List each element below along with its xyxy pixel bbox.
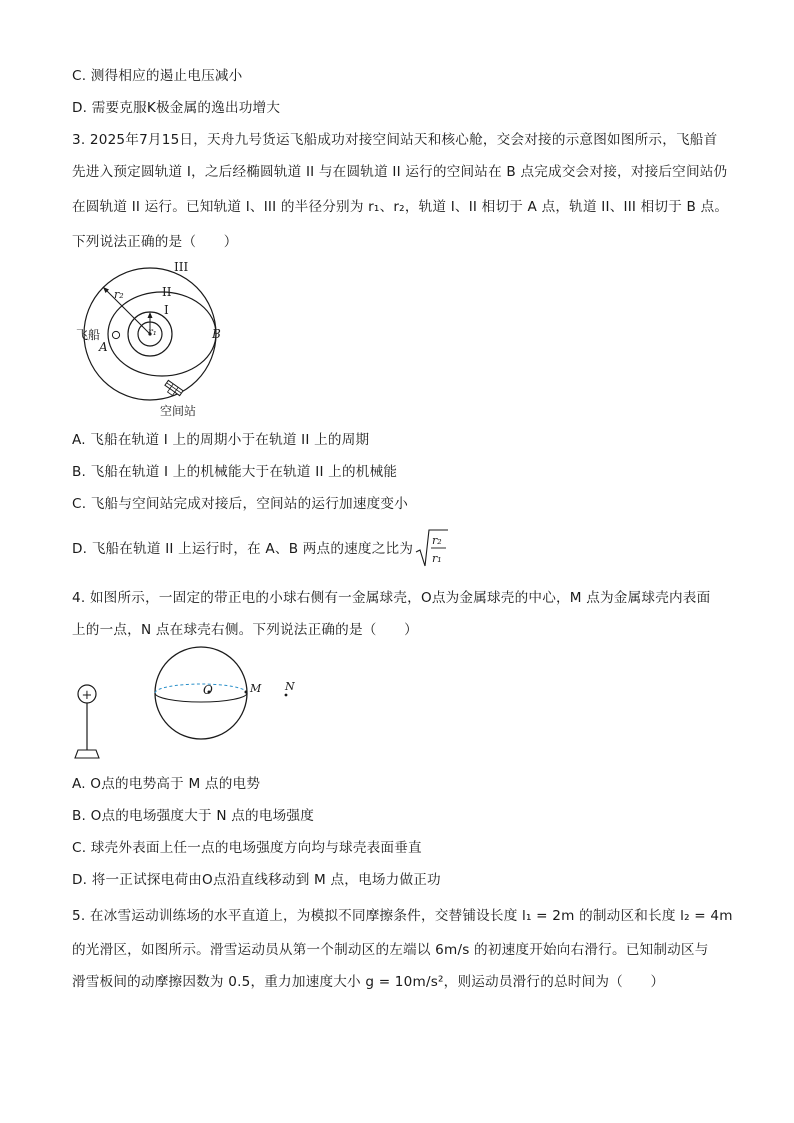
label-r2: r₂ <box>114 288 124 301</box>
label-O: O <box>203 683 213 697</box>
sqrt-numerator: r₂ <box>432 534 442 547</box>
q3-option-a: A. 飞船在轨道 I 上的周期小于在轨道 II 上的周期 <box>72 432 370 448</box>
label-station: 空间站 <box>160 404 197 418</box>
label-M: M <box>250 682 262 695</box>
q4-figure <box>70 646 310 766</box>
q2-option-d: D. 需要克服K极金属的逸出功增大 <box>72 100 281 116</box>
spacecraft-marker <box>112 331 119 338</box>
plus-sign: + <box>81 688 93 703</box>
point-M-dot <box>245 691 248 694</box>
q3-orbit-figure <box>70 258 240 420</box>
sqrt-denominator: r₁ <box>432 552 442 565</box>
equator-front <box>155 693 247 702</box>
q4-stem-line1: 4. 如图所示，一固定的带正电的小球右侧有一金属球壳，O点为金属球壳的中心，M 点为金属球壳内表面 <box>72 590 711 606</box>
q3-option-c: C. 飞船与空间站完成对接后，空间站的运行加速度变小 <box>72 496 408 512</box>
stand-base <box>75 750 99 758</box>
point-N-dot <box>285 694 288 697</box>
label-A: A <box>99 340 108 354</box>
label-orbit-3: III <box>174 260 189 274</box>
label-B: B <box>212 327 221 341</box>
q4-option-a: A. O点的电势高于 M 点的电势 <box>72 776 261 792</box>
r1-arrowhead <box>148 312 153 318</box>
q3-stem-line1: 3. 2025年7月15日，天舟九号货运飞船成功对接空间站天和核心舱，交会对接的示意图如图所示，飞船首 <box>72 132 718 148</box>
label-orbit-2: II <box>162 285 172 299</box>
equator-back <box>155 684 247 693</box>
q3-stem-line4: 下列说法正确的是（ ） <box>72 234 238 250</box>
q4-option-c: C. 球壳外表面上任一点的电场强度方向均与球壳表面垂直 <box>72 840 422 856</box>
q4-option-b: B. O点的电场强度大于 N 点的电场强度 <box>72 808 314 824</box>
label-r1: r₁ <box>148 327 157 338</box>
q3-option-d: D. 飞船在轨道 II 上运行时，在 A、B 两点的速度之比为 <box>72 541 414 557</box>
q3-stem-line2: 先进入预定圆轨道 I，之后经椭圆轨道 II 与在圆轨道 II 运行的空间站在 B 点完成交会对接，对接后空间站仍 <box>72 164 728 180</box>
label-orbit-1: I <box>164 303 169 317</box>
metal-shell <box>155 647 247 739</box>
q3-option-d-sqrt <box>414 526 450 570</box>
q5-stem-line3: 滑雪板间的动摩擦因数为 0.5，重力加速度大小 g = 10m/s²，则运动员滑行的总时间为（ ） <box>72 974 665 990</box>
q4-stem-line2: 上的一点，N 点在球壳右侧。下列说法正确的是（ ） <box>72 622 418 638</box>
q4-option-d: D. 将一正试探电荷由O点沿直线移动到 M 点，电场力做正功 <box>72 872 441 888</box>
q5-stem-line1: 5. 在冰雪运动训练场的水平直道上，为模拟不同摩擦条件，交替铺设长度 l₁ = 2m 的制动区和长度 l₂ = 4m <box>72 908 733 924</box>
q3-option-b: B. 飞船在轨道 I 上的机械能大于在轨道 II 上的机械能 <box>72 464 398 480</box>
q5-stem-line2: 的光滑区，如图所示。滑雪运动员从第一个制动区的左端以 6m/s 的初速度开始向右滑行。已知制动区与 <box>72 942 709 958</box>
q3-stem-line3: 在圆轨道 II 运行。已知轨道 I、III 的半径分别为 r₁、r₂，轨道 I、II 相切于 A 点，轨道 II、III 相切于 B 点。 <box>72 199 729 215</box>
q2-option-c: C. 测得相应的遏止电压减小 <box>72 68 243 84</box>
label-N: N <box>285 680 295 693</box>
label-ship: 飞船 <box>76 328 101 342</box>
